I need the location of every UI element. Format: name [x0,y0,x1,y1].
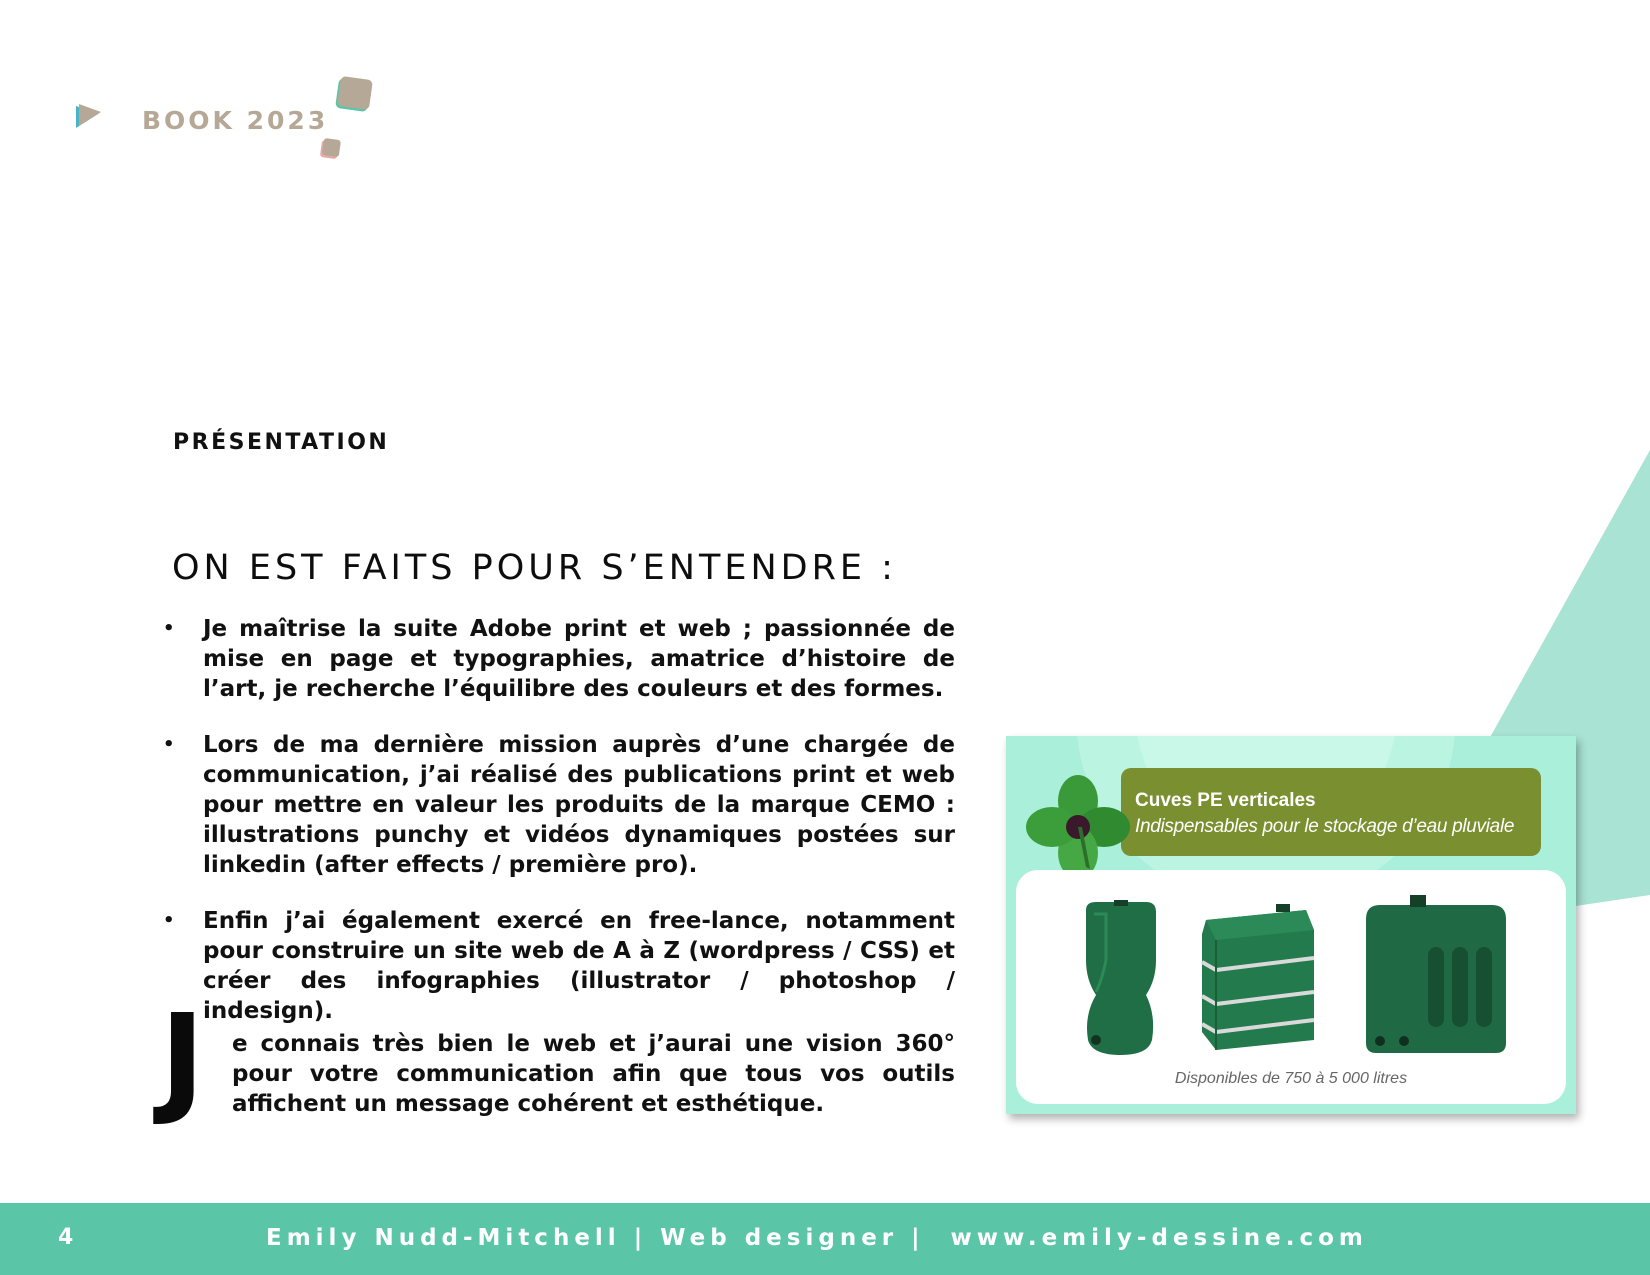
card-panel [1016,870,1566,1104]
list-item: • Enfin j’ai également exercé en free-lance, notamment pour construire un site web de A à Z (wordpress / CSS) et créer des infographies (illustrator / photoshop / indesign). [160,906,955,1026]
closing-text: e connais très bien le web et j’aurai une vision 360° pour votre communication afin que tous vos outils affichent un message cohérent et esthétique. [232,1031,955,1117]
main-heading: ON EST FAITS POUR S’ENTENDRE : [172,548,897,588]
card-title: Cuves PE verticales [1135,790,1316,811]
page-number: 4 [58,1225,74,1250]
closing-paragraph [160,990,955,1129]
clover-icon [1020,772,1140,882]
large-square-shape [335,76,373,112]
list-item: • Je maîtrise la suite Adobe print et web ; passionnée de mise en page et typographies, amatrice d’histoire de l’art, je recherche l’équilibre des couleurs et des formes. [160,614,955,704]
card-caption: Disponibles de 750 à 5 000 litres [1174,1070,1408,1087]
section-title: PRÉSENTATION [173,430,390,455]
card-banner [1121,768,1541,856]
footer-bar [0,1203,1650,1275]
card-subtitle: Indispensables pour le stockage d’eau pluviale [1135,816,1515,837]
skills-list [160,614,955,1052]
book-label: BOOK 2023 [142,106,329,135]
tank-upright-image [1076,900,1166,1060]
list-item: • Lors de ma dernière mission auprès d’une chargée de communication, j’ai réalisé des publications print et web pour mettre en valeur les produits de la marque CEMO : illustrations punchy et vidéos dynamiques postées sur linkedin (after effects / première pro). [160,730,955,880]
play-triangle-icon [76,104,101,128]
small-square-shape [320,138,341,159]
tank-banded-image [1196,900,1321,1060]
footer-credits: Emily Nudd-Mitchell | Web designer | www.emily-dessine.com [266,1225,1368,1251]
tank-ribbed-image [1356,895,1516,1060]
product-card-image [1006,736,1576,1114]
drop-cap: J [160,990,205,1129]
